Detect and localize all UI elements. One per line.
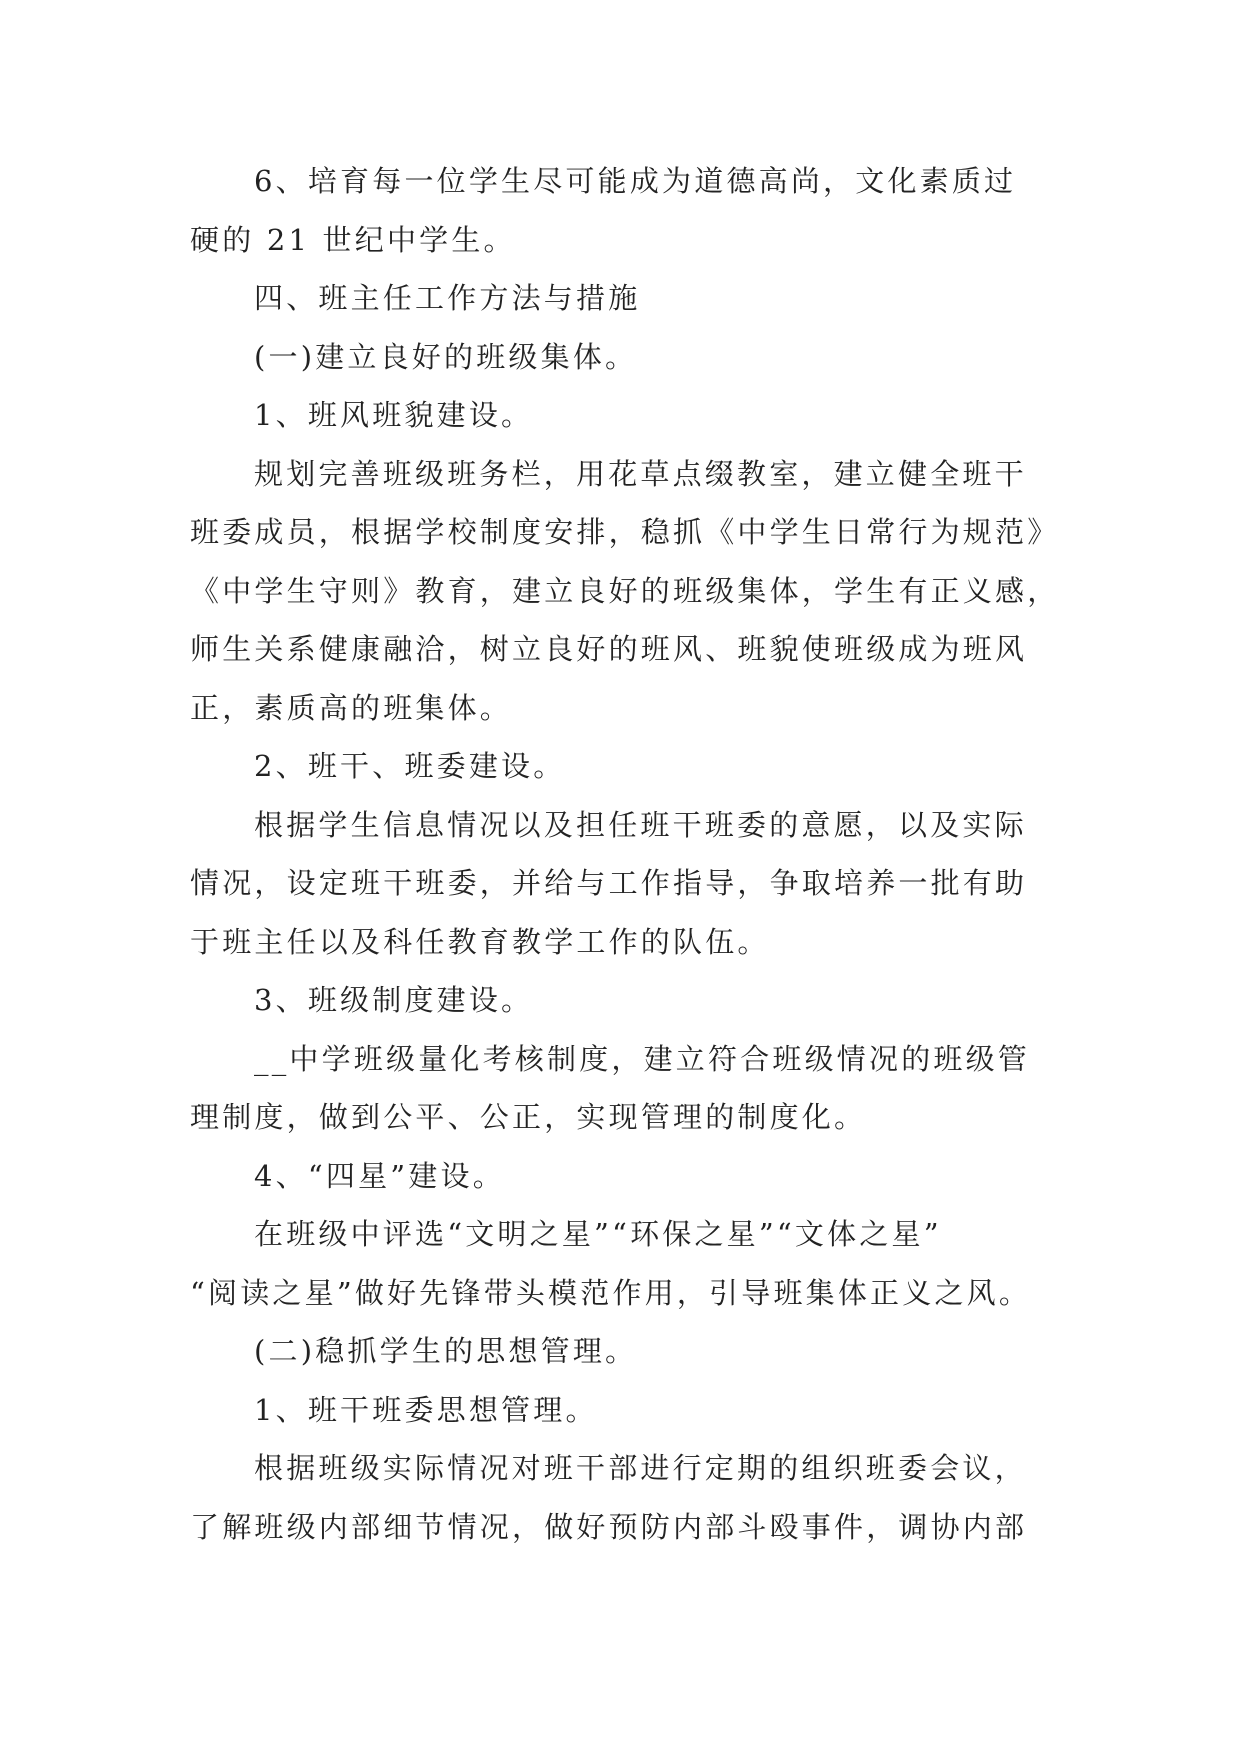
text-line: 正，素质高的班集体。 — [190, 690, 513, 725]
text-line: 硬的 21 世纪中学生。 — [190, 222, 516, 257]
text-line: 根据学生信息情况以及担任班干班委的意愿，以及实际 — [254, 807, 1027, 842]
text-line: 根据班级实际情况对班干部进行定期的组织班委会议， — [254, 1451, 1027, 1485]
text-line: 2、班干、班委建设。 — [254, 749, 566, 783]
text-line: (一)建立良好的班级集体。 — [254, 339, 638, 374]
text-line: 情况，设定班干班委，并给与工作指导，争取培养一批有助 — [190, 866, 1028, 900]
text-line: 于班主任以及科任教育教学工作的队伍。 — [190, 924, 770, 959]
text-line: 6、培育每一位学生尽可能成为道德高尚，文化素质过 — [254, 164, 1017, 198]
text-line: 理制度，做到公平、公正，实现管理的制度化。 — [190, 1100, 867, 1134]
text-line: __中学班级量化考核制度，建立符合班级情况的班级管 — [254, 1041, 1031, 1076]
text-line: 1、班干班委思想管理。 — [254, 1392, 598, 1427]
text-line: 在班级中评选“文明之星”“环保之星”“文体之星” — [254, 1217, 942, 1251]
text-line: (二)稳抓学生的思想管理。 — [254, 1334, 638, 1368]
text-line: 班委成员，根据学校制度安排，稳抓《中学生日常行为规范》 — [190, 515, 1060, 549]
text-line: 师生关系健康融洽，树立良好的班风、班貌使班级成为班风 — [190, 632, 1028, 666]
text-line: 4、“四星”建设。 — [254, 1158, 505, 1193]
document-body — [190, 152, 1060, 1556]
text-line: 了解班级内部细节情况，做好预防内部斗殴事件，调协内部 — [190, 1509, 1028, 1544]
text-line: 规划完善班级班务栏，用花草点缀教室，建立健全班干 — [254, 456, 1027, 491]
text-line: 四、班主任工作方法与措施 — [254, 281, 641, 315]
text-line: 《中学生守则》教育，建立良好的班级集体，学生有正义感， — [190, 573, 1060, 608]
text-line: 3、班级制度建设。 — [254, 983, 534, 1017]
text-line: “阅读之星”做好先锋带头模范作用，引导班集体正义之风。 — [190, 1275, 1032, 1310]
text-line: 1、班风班貌建设。 — [254, 398, 534, 432]
